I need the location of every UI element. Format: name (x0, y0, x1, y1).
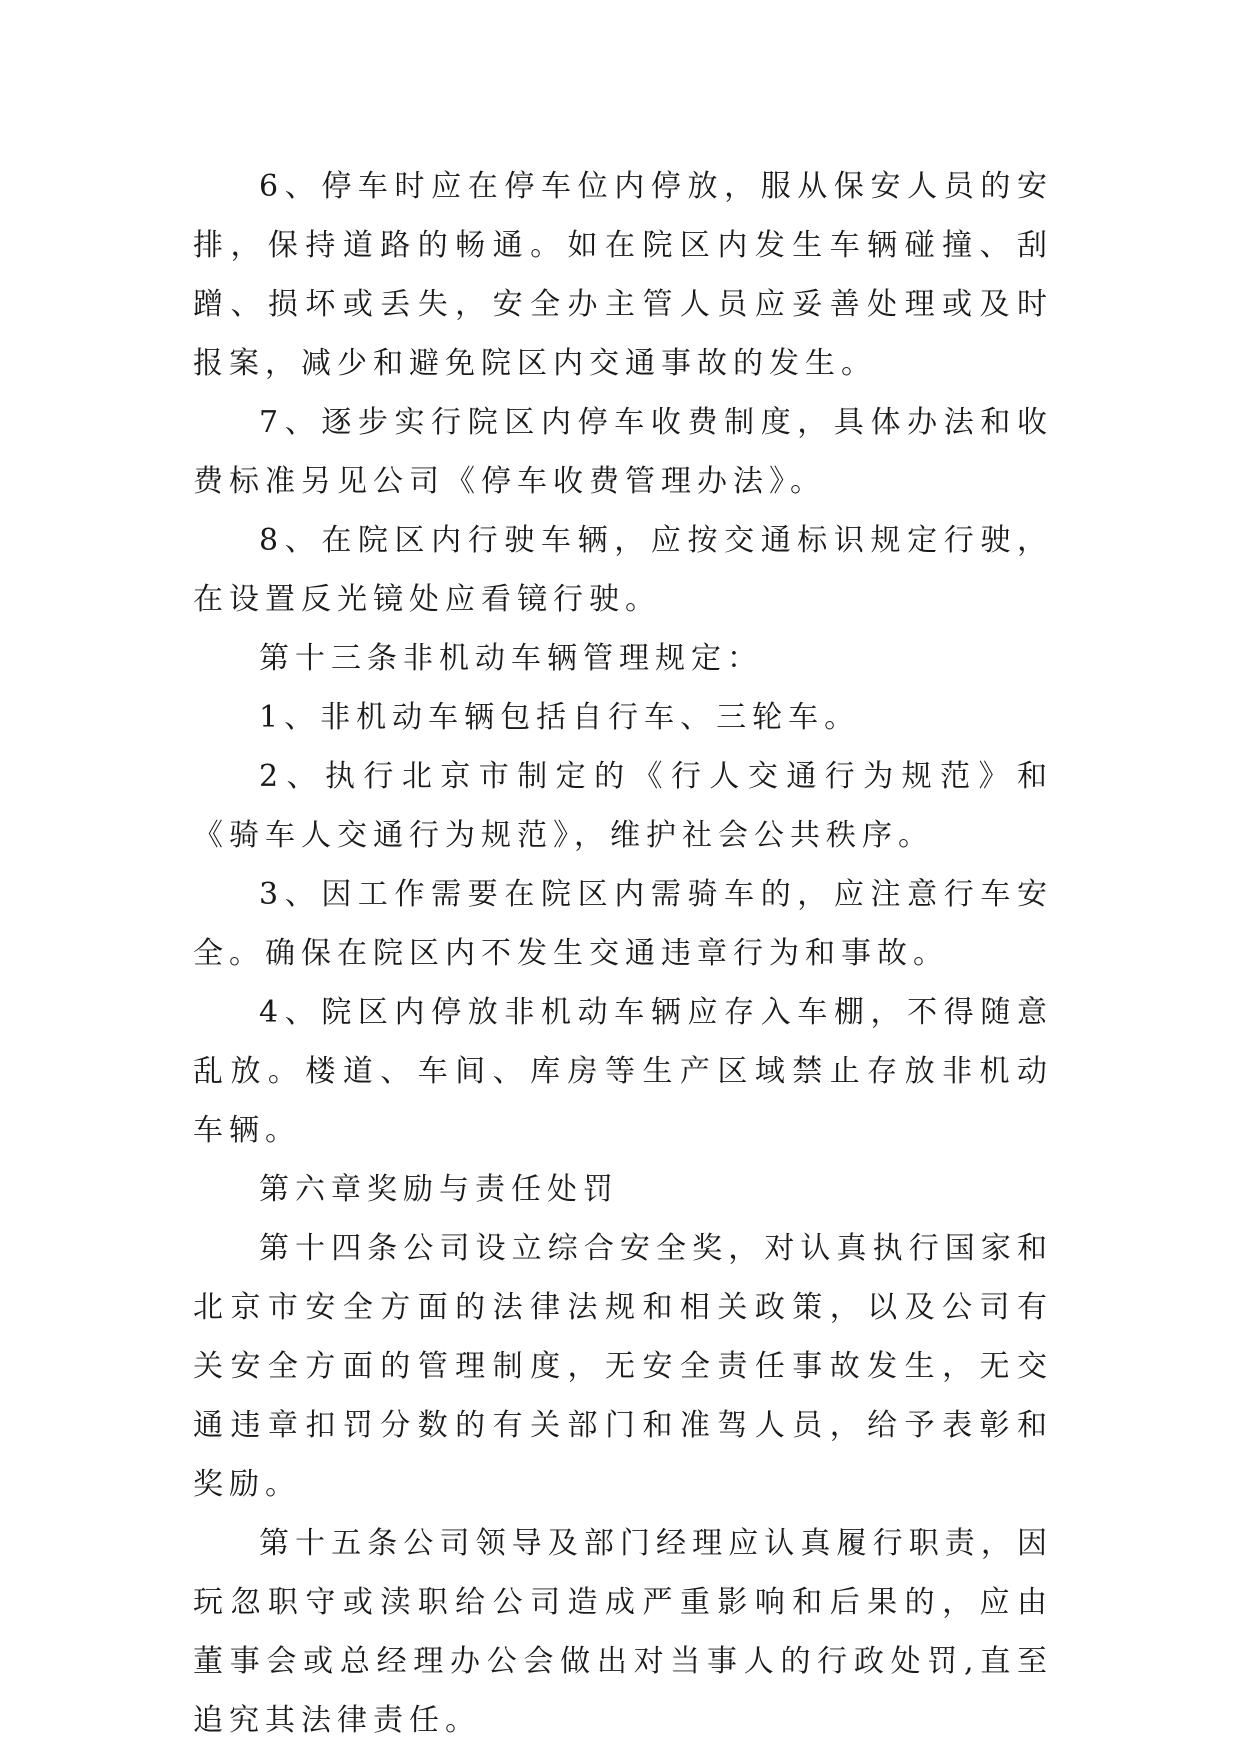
article-13-heading: 第十三条非机动车辆管理规定： (259, 641, 763, 676)
article-15: 第十五条公司领导及部门经理应认真履行职责，因玩忽职守或渎职给公司造成严重影响和后果的，应由董事会或总经理办公会做出对当事人的行政处罚,直至追究其法律责任。 (193, 1526, 1053, 1738)
paragraph-nonmotor-4: 4、院区内停放非机动车辆应存入车棚，不得随意乱放。楼道、车间、库房等生产区域禁止存放非机动车辆。 (193, 995, 1053, 1148)
chapter-6-heading: 第六章奖励与责任处罚 (259, 1172, 619, 1207)
paragraph-nonmotor-3: 3、因工作需要在院区内需骑车的，应注意行车安全。确保在院区内不发生交通违章行为和事故。 (193, 877, 1053, 971)
document-body (193, 157, 1053, 1750)
paragraph-item-7: 7、逐步实行院区内停车收费制度，具体办法和收费标准另见公司《停车收费管理办法》。 (193, 405, 1053, 499)
article-14: 第十四条公司设立综合安全奖，对认真执行国家和北京市安全方面的法律法规和相关政策，以及公司有关安全方面的管理制度，无安全责任事故发生，无交通违章扣罚分数的有关部门和准驾人员，给予表彰和奖励。 (193, 1231, 1053, 1502)
paragraph-item-6: 6、停车时应在停车位内停放，服从保安人员的安排，保持道路的畅通。如在院区内发生车辆碰撞、刮蹭、损坏或丢失，安全办主管人员应妥善处理或及时报案，减少和避免院区内交通事故的发生。 (193, 169, 1053, 381)
paragraph-nonmotor-1: 1、非机动车辆包括自行车、三轮车。 (259, 700, 861, 735)
paragraph-item-8: 8、在院区内行驶车辆，应按交通标识规定行驶，在设置反光镜处应看镜行驶。 (193, 523, 1053, 617)
paragraph-nonmotor-2: 2、执行北京市制定的《行人交通行为规范》和《骑车人交通行为规范》，维护社会公共秩序。 (193, 759, 1053, 853)
